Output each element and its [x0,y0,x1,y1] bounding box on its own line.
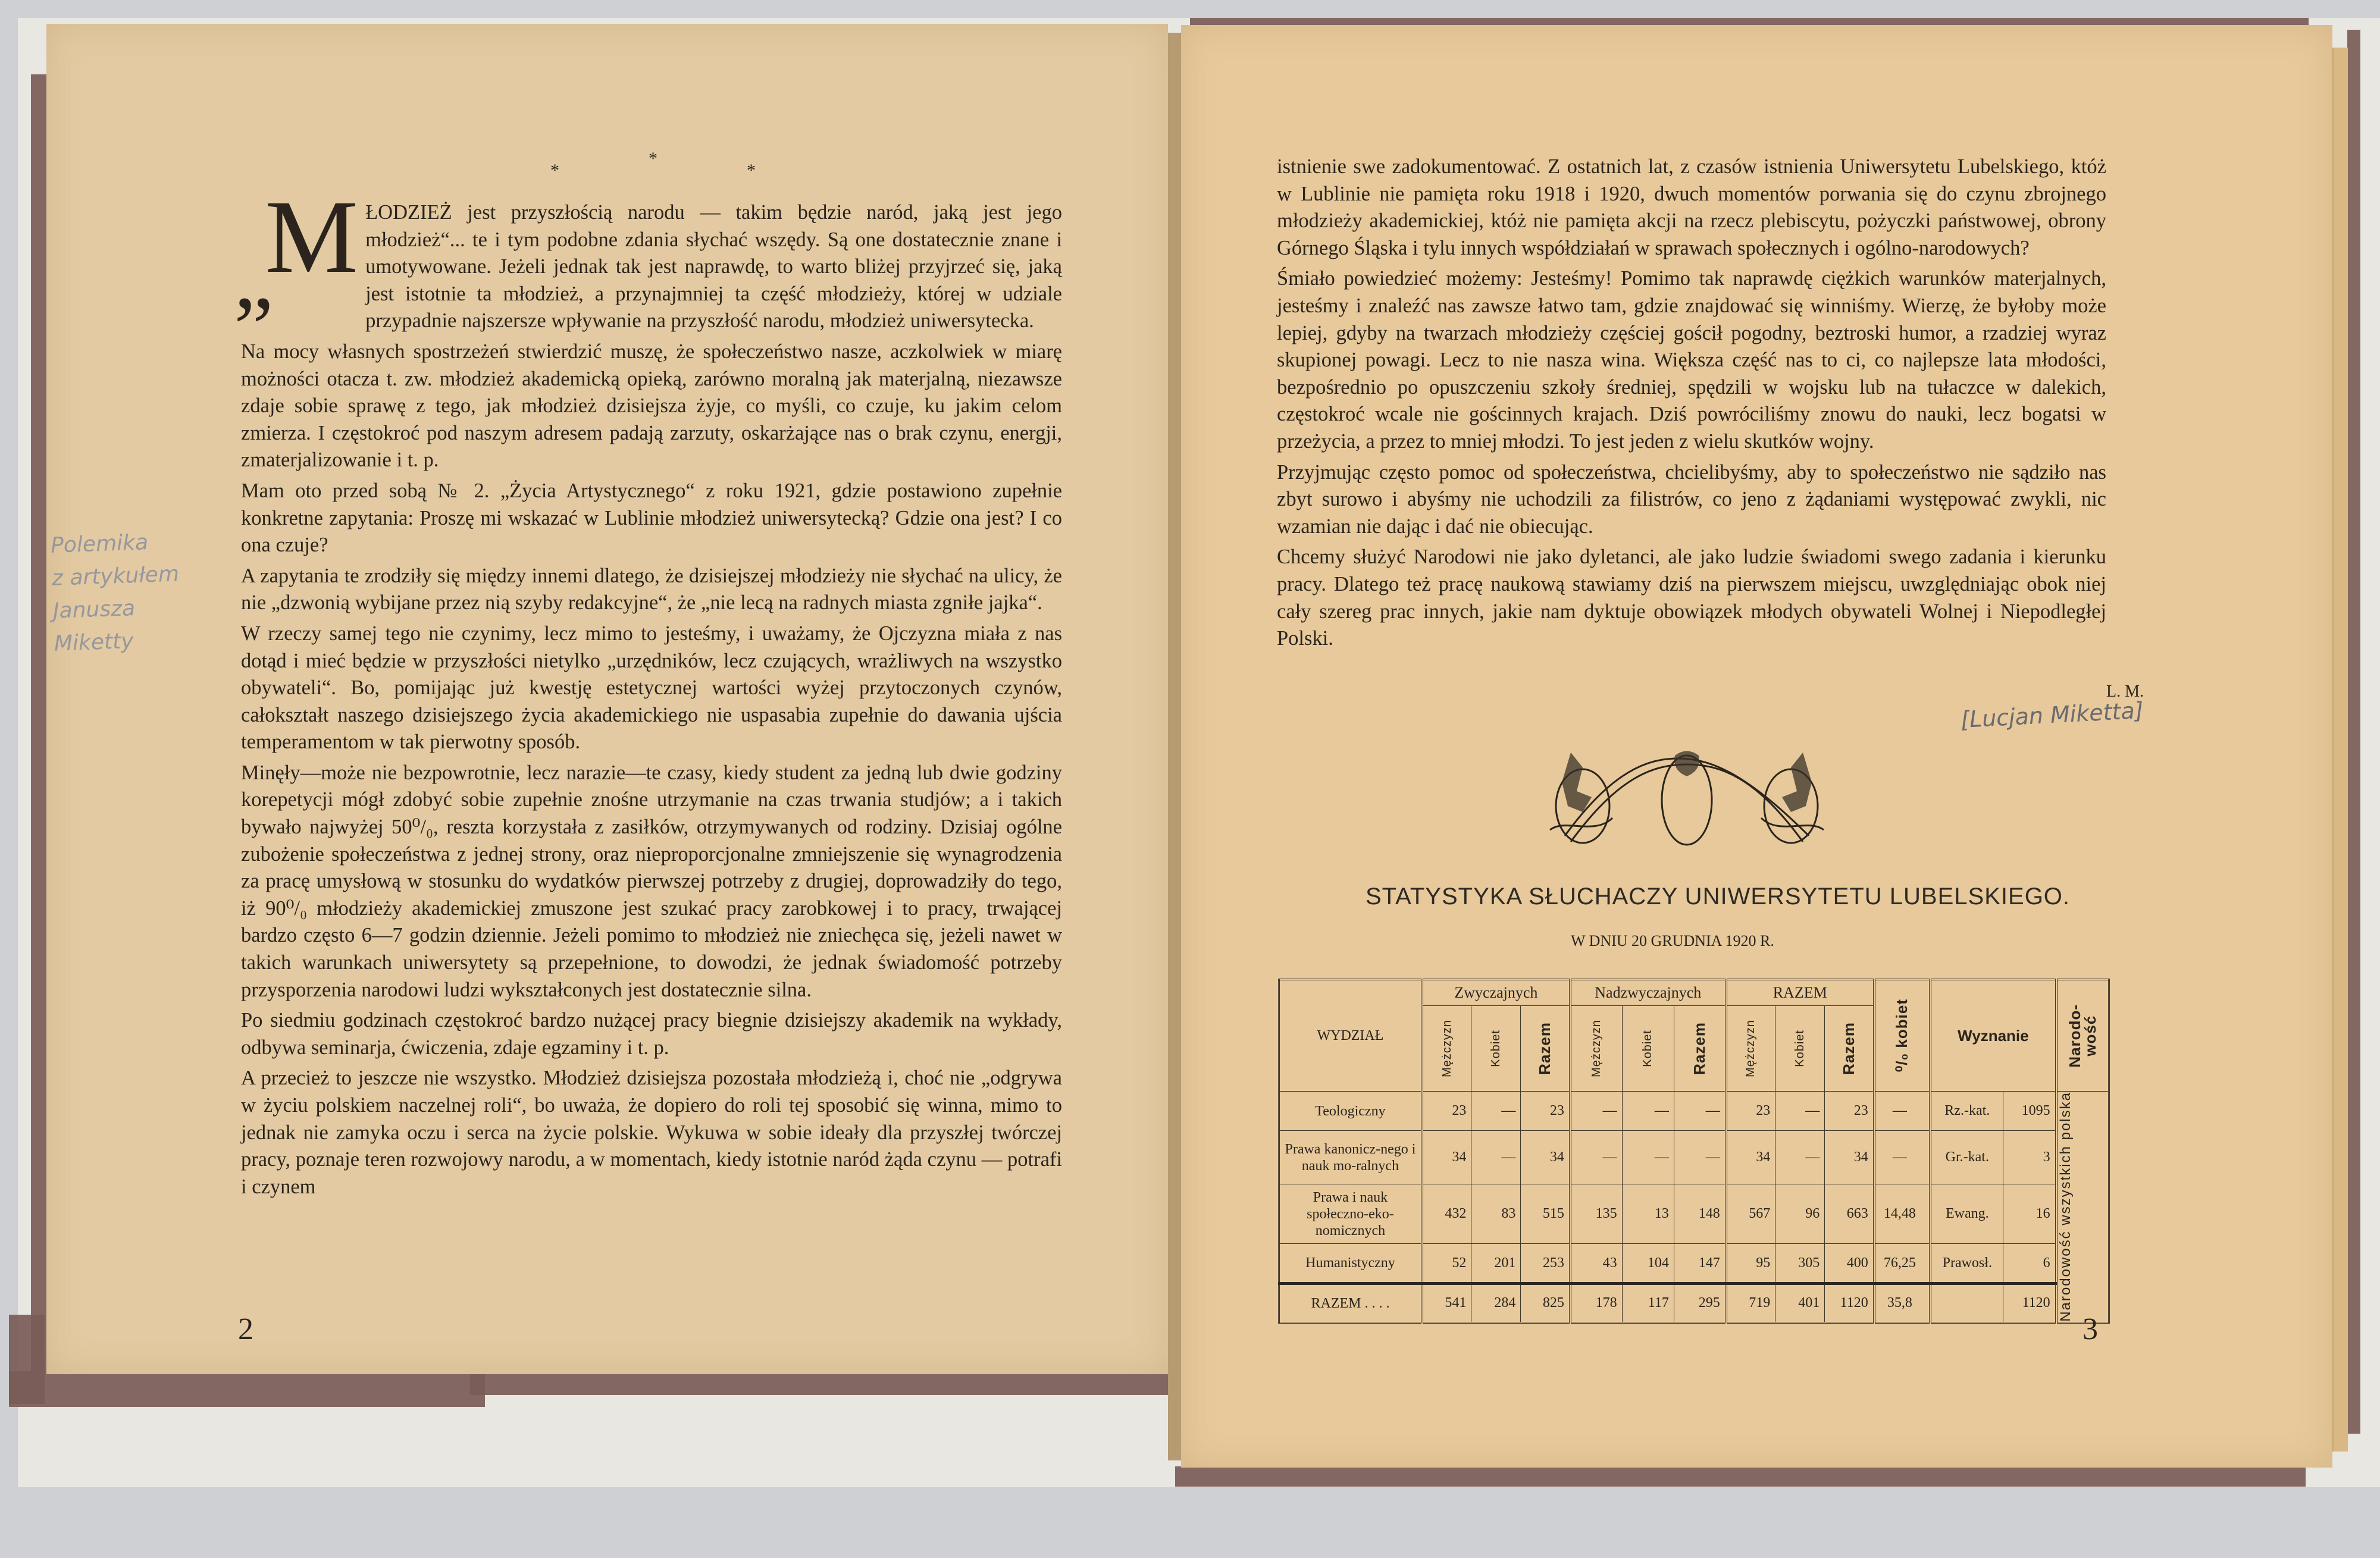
hinge-tape-bottom-left [9,1371,485,1407]
value-cell: 23 [1726,1092,1775,1131]
religion-count-cell: 6 [2003,1244,2056,1283]
total-label: RAZEM . . . . [1279,1283,1422,1322]
value-cell: 43 [1570,1244,1622,1283]
col-header-sum: Razem [1674,1006,1726,1092]
religion-count-cell: 16 [2003,1184,2056,1244]
value-cell: — [1471,1131,1521,1184]
table-row [1279,1244,2109,1283]
col-group-extraordinary: Nadzwyczajnych [1570,980,1726,1006]
value-cell: 95 [1726,1244,1775,1283]
hinge-tape-right [2347,30,2360,1434]
value-cell: — [1570,1131,1622,1184]
hinge-tape-bottom-mid [470,1371,1172,1395]
value-cell: 148 [1674,1184,1726,1244]
religion-count-cell: 3 [2003,1131,2056,1184]
value-cell: 135 [1570,1184,1622,1244]
hinge-tape-bottom-right [1175,1466,2306,1487]
religion-cell: Gr.-kat. [1930,1131,2003,1184]
value-cell: — [1775,1131,1825,1184]
page-number: 2 [238,1312,253,1346]
page-number: 3 [2082,1312,2098,1346]
value-cell: 147 [1674,1244,1726,1283]
col-group-total: RAZEM [1726,980,1874,1006]
religion-cell: Prawosł. [1930,1244,2003,1283]
paragraph: Po siedmiu godzinach częstokroć bardzo nużącej pracy biegnie dzisiejszy akademik na wykłady, odbywa seminarja, ćwiczenia, zdaje egzaminy i t. p. [241,1009,1062,1059]
total-value-cell: 1120 [1825,1283,1874,1322]
paragraph: Chcemy służyć Narodowi nie jako dyletanci, ale jako ludzie świadomi swego zadania i kierunku pracy. Dlatego też pracę naukową stawiamy dziś na pierwszem miejscu, uwzględniając obok niej cały szereg prac innych, jakie nam dyktuje obowiązek młodych obywateli Wolnej i Niepodległej Polski. [1277,546,2106,650]
total-value-cell: 401 [1775,1283,1825,1322]
paragraph: istnienie swe zadokumentować. Z ostatnich lat, z czasów istnienia Uniwersytetu Lubelskiego, któż w Lublinie nie pamięta roku 1918 i 1920, dwuch momentów porwania się do czynu zbrojnego młodzieży akademickiej, któż nie pamięta akcji na rzecz plebiscytu, pożyczki państwowej, obrony Górnego Śląska i tylu innych współdziałań w sprawach społecznych i ogólno-narodowych? [1277,155,2106,259]
asterism-divider [536,149,774,190]
value-cell: — [1674,1131,1726,1184]
handwritten-attribution: [Lucjan Miketta] [1960,697,2144,733]
value-cell: — [1622,1092,1674,1131]
table-header-row [1279,980,2109,1006]
faculty-cell: Prawa i nauk społeczno-eko-nomicznych [1279,1184,1422,1244]
faculty-cell: Prawa kanonicz-nego i nauk mo-ralnych [1279,1131,1422,1184]
statistics-subtitle: W DNIU 20 GRUDNIA 1920 R. [1571,932,1774,949]
value-cell: 52 [1422,1244,1471,1283]
total-religion-count: 1120 [2003,1283,2056,1322]
value-cell: 34 [1825,1131,1874,1184]
drop-cap: „M [234,179,358,327]
col-header-nationality: Narodo- wość [2056,980,2109,1092]
religion-cell: Ewang. [1930,1184,2003,1244]
table-row [1279,1092,2109,1131]
paragraph: Na mocy własnych spostrzeżeń stwierdzić muszę, że społeczeństwo nasze, aczkolwiek w miarę możności otacza t. zw. młodzież akademicką opieką, zarówno moralną jak materjalną, niezawsze zdaje sobie sprawę z tego, jak młodzież dzisiejsza żyje, co myśli, co czuje, ku jakim celom zmierza. I częstokroć pod naszym adresem padają zarzuty, oskarżające nas o brak czynu, energji, zmaterjalizowanie i t. p. [241,340,1062,472]
student-statistics-table [1278,979,2110,1324]
paragraph: A zapytania te zrodziły się między innemi dlatego, że dzisiejszej młodzieży nie słychać na ulicy, że nie „dzwonią wybijane przez nią szyby redakcyjne“, że „nie lecą na radnych miasta zgniłe jajka“. [241,564,1062,615]
value-cell: 13 [1622,1184,1674,1244]
col-header-women: Kobiet [1622,1006,1674,1092]
faculty-cell: Teologiczny [1279,1092,1422,1131]
value-cell: 253 [1521,1244,1570,1283]
page-edges [2332,48,2348,1452]
asterisk: * [550,161,559,180]
table-row [1279,1184,2109,1244]
paragraph: W rzeczy samej tego nie czynimy, lecz mimo to jesteśmy, i uważamy, że Ojczyzna miała z nas dotąd i mieć będzie w przyszłości nietylko „urzędników, lecz czujących, wrażliwych na wszystko obywateli“. Bo, pomijając już kwestję estetycznej wartości wyżej przytoczonych czynów, całokształt naszego dzisiejszego życia akademickiego nie uspasabia zupełnie do dawania ujścia temperamentom w tak pierwotny sposób. [241,622,1062,754]
col-header-faculty: WYDZIAŁ [1279,980,1422,1092]
left-article-body [234,179,1062,1204]
col-header-men: Mężczyzn [1570,1006,1622,1092]
value-cell: 305 [1775,1244,1825,1283]
pct-women-cell: — [1874,1131,1930,1184]
total-value-cell: 825 [1521,1283,1570,1322]
asterisk: * [649,149,657,168]
total-value-cell: 719 [1726,1283,1775,1322]
nationality-cell [2056,1092,2109,1323]
faculty-cell: Humanistyczny [1279,1244,1422,1283]
col-group-regular: Zwyczajnych [1422,980,1570,1006]
col-header-women: Kobiet [1775,1006,1825,1092]
value-cell: — [1622,1131,1674,1184]
value-cell: 23 [1825,1092,1874,1131]
ornament-flower-left [1562,753,1592,812]
value-cell: 201 [1471,1244,1521,1283]
paragraph: Mam oto przed sobą № 2. „Życia Artystycznego“ z roku 1921, gdzie postawiono zupełnie konkretne zapytania: Proszę mi wskazać w Lublinie młodzież uniwersytecką? Gdzie ona jest? I co ona czuje? [241,479,1062,557]
pct-women-cell: 14,48 [1874,1184,1930,1244]
hinge-tape-corner [9,1315,45,1404]
ornament-flower-center [1674,751,1699,777]
religion-cell: Rz.-kat. [1930,1092,2003,1131]
paragraph: A przecież to jeszcze nie wszystko. Młodzież dzisiejsza pozostała młodzieżą i, choć nie „odgrywa w życiu polskiem naczelnej roli“, bo uważa, że dopiero do roli tej sposobić się winna, mimo to jednak nie zamyka oczu i serca na życie polskie. Wykuwa w sobie ideały dla przyszłej twórczej pracy, poznaje teren rozwojowy narodu, a w momentach, kiedy istotnie naród żąda czynu — potrafi i czynem [241,1067,1062,1198]
value-cell: — [1775,1092,1825,1131]
value-cell: 104 [1622,1244,1674,1283]
floral-ornament-icon [1529,747,1844,848]
value-cell: 96 [1775,1184,1825,1244]
value-cell: — [1570,1092,1622,1131]
value-cell: — [1674,1092,1726,1131]
value-cell: 663 [1825,1184,1874,1244]
paragraph: Śmiało powiedzieć możemy: Jesteśmy! Pomimo tak naprawdę ciężkich warunków materjalnych, jesteśmy i znaleźć nas zawsze łatwo tam, gdzie znajdować się winniśmy. Wierzę, że byłoby może lepiej, gdyby na twarzach młodzieży częściej gościł pogodny, beztroski humor, a rzadziej wyraz skupionej powagi. Lecz to nie nasza wina. Większa część nas to ci, co najlepsze lata młodości, bezpośrednio po opuszczeniu szkoły średniej, spędzili w wojsku lub na tułaczce w dalekich, częstokroć wcale nie gościnnych krajach. Dziś powróciliśmy znowu do nauki, lecz bogatsi w przeżycia, a przez to mniej młodzi. To jest jeden z wielu skutków wojny. [1277,267,2106,453]
value-cell: — [1471,1092,1521,1131]
statistics-title: STATYSTYKA SŁUCHACZY UNIWERSYTETU LUBELSKIEGO. [1366,883,2071,910]
total-religion-empty [1930,1283,2003,1322]
right-article-body [1277,153,2106,656]
value-cell: 400 [1825,1244,1874,1283]
col-header-religion: Wyznanie [1930,980,2056,1092]
paragraph: Przyjmując często pomoc od społeczeństwa, chcielibyśmy, aby to społeczeństwo nie sądziło nas zbyt surowo i abyśmy nie uchodzili za filistrów, co jeno z żądaniami występować zwykli, nic wzamian nie dając i dać nie obiecując. [1277,460,2106,538]
pencil-margin-note: Polemika z artykułem Janusza Miketty [50,530,180,656]
total-value-cell: 117 [1622,1283,1674,1322]
total-value-cell: 541 [1422,1283,1471,1322]
pct-women-cell: — [1874,1092,1930,1131]
religion-count-cell: 1095 [2003,1092,2056,1131]
col-header-sum: Razem [1825,1006,1874,1092]
value-cell: 23 [1422,1092,1471,1131]
table-total-row [1279,1283,2109,1322]
value-cell: 83 [1471,1184,1521,1244]
value-cell: 34 [1521,1131,1570,1184]
hinge-tape-left [31,74,48,1371]
nationality-note: Narodowość wszystkich polska [2057,1092,2074,1322]
col-header-men: Mężczyzn [1422,1006,1471,1092]
col-header-sum: Razem [1521,1006,1570,1092]
value-cell: 34 [1726,1131,1775,1184]
paragraph: „M ŁODZIEŻ jest przyszłością narodu — takim będzie naród, jaką jest jego młodzież“... te i tym podobne zdania słychać wszędy. Są one dostatecznie znane i umotywowane. Jeżeli jednak tak jest naprawdę, to warto bliżej przyjrzeć się, jaką jest istotnie ta młodzież, a przynajmniej ta część młodzieży, której w udziale przypadnie najszersze wpływanie na przyszłość narodu, młodzież uniwersytecka. [234,179,1062,333]
asterisk: * [747,161,756,180]
table-row [1279,1131,2109,1184]
col-header-women: Kobiet [1471,1006,1521,1092]
value-cell: 23 [1521,1092,1570,1131]
paragraph: Minęły—może nie bezpowrotnie, lecz narazie—te czasy, kiedy student za jedną lub dwie godziny korepetycji mógł zdobyć sobie zupełnie znośne utrzymanie na czas trwania studjów; a i takich bywało najwyżej 50⁰/₀, reszta korzystała z zasiłków, otrzymywanych od rodziny. Dzisiaj ogólne zubożenie społeczeństwa z jednej strony, oraz nieproporcjonalne zmniejszenie się wynagrodzenia za pracę umysłową w stosunku do wydatków pierwszej potrzeby z drugiej, doprowadziły do tego, iż 90⁰/₀ młodzieży akademickiej zmuszone jest szukać pracy zarobkowej i to pracy, trwającej bardzo często 6—7 godzin dziennie. Jeżeli pomimo to młodzież nie zniechęca się, jeżeli nawet w takich warunkach uniwersytety są przepełnione, to dowodzi, że jednak świadomość potrzeby przysporzenia narodowi ludzi wykształconych jest dostatecznie silna. [241,761,1062,1001]
hinge-tape-top-right [1190,18,2309,25]
pct-women-cell: 76,25 [1874,1244,1930,1283]
col-header-pct-women: ⁰/₀ kobiet [1874,980,1930,1092]
total-value-cell: 284 [1471,1283,1521,1322]
value-cell: 432 [1422,1184,1471,1244]
author-initials: L. M. [2106,682,2144,701]
total-value-cell: 178 [1570,1283,1622,1322]
value-cell: 34 [1422,1131,1471,1184]
ornament-flower-right [1782,753,1812,812]
table-body [1279,1092,2109,1323]
total-pct-women: 35,8 [1874,1283,1930,1322]
total-value-cell: 295 [1674,1283,1726,1322]
value-cell: 567 [1726,1184,1775,1244]
value-cell: 515 [1521,1184,1570,1244]
book-gutter [1168,33,1181,1460]
col-header-men: Mężczyzn [1726,1006,1775,1092]
